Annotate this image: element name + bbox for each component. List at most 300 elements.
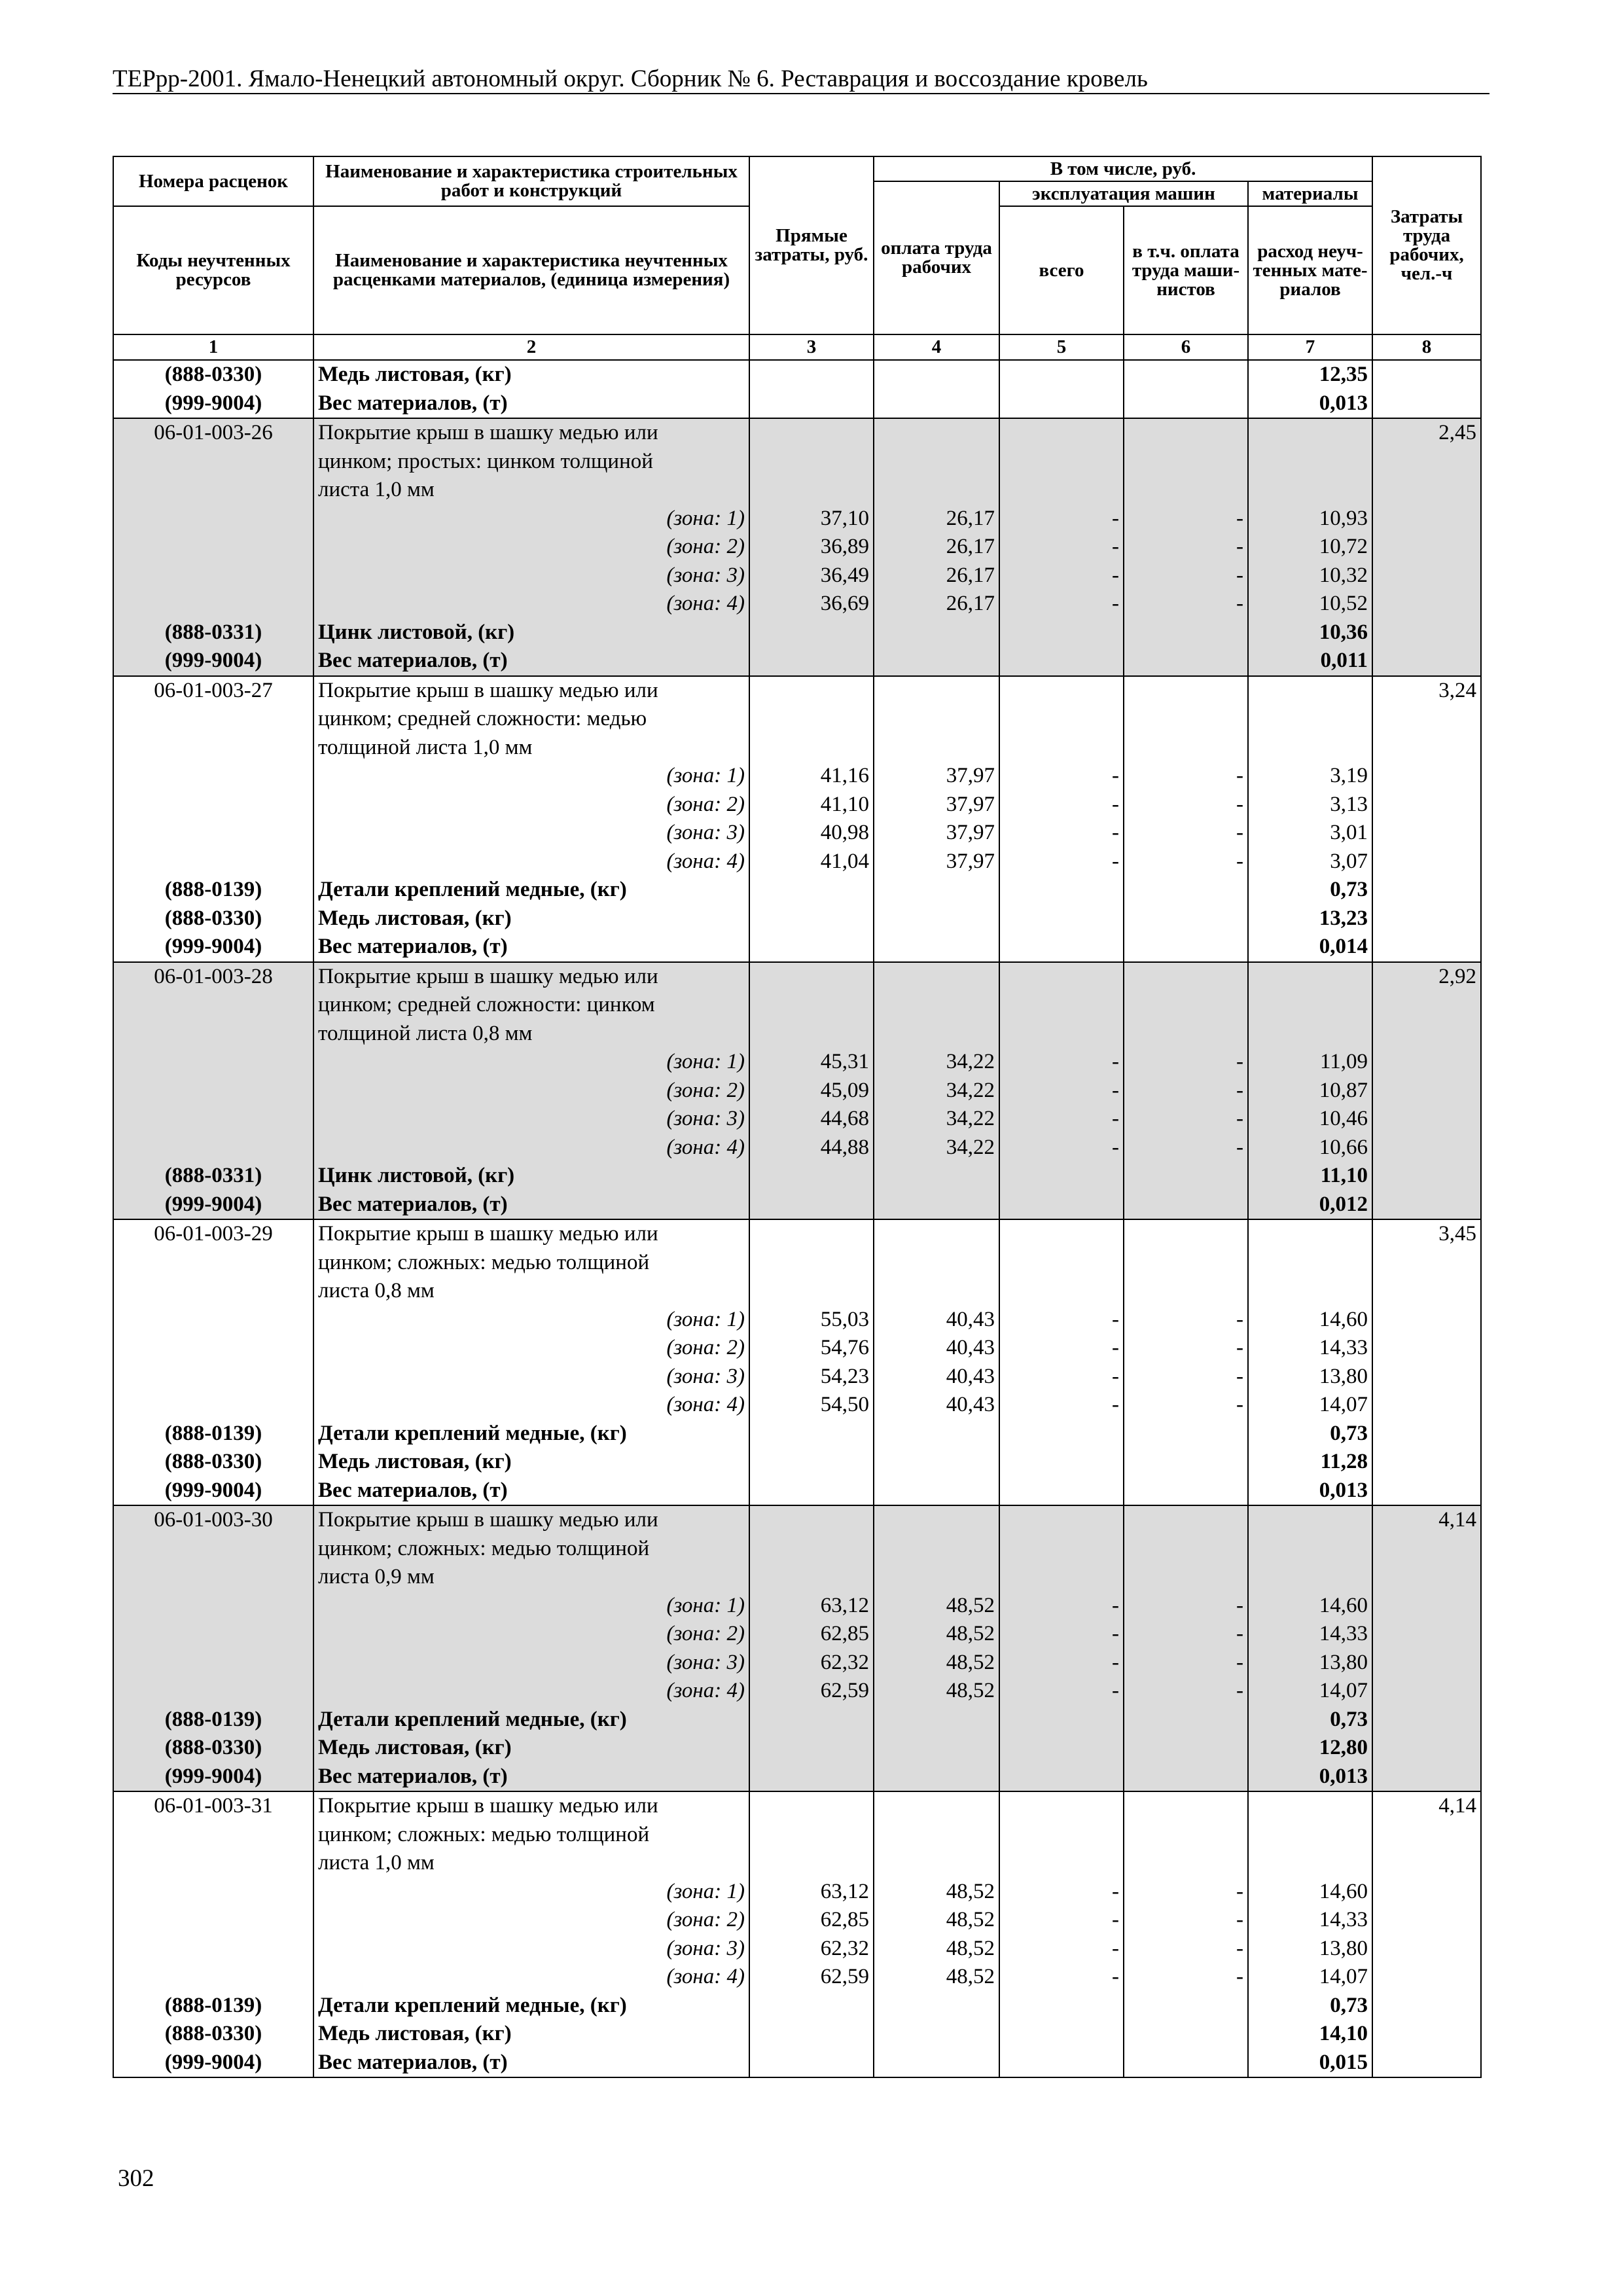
labor-hours bbox=[1372, 1620, 1481, 1649]
machines-total bbox=[999, 991, 1124, 1020]
rate-code: 06-01-003-30 bbox=[113, 1505, 313, 1535]
machines-total bbox=[999, 476, 1124, 505]
rate-code bbox=[113, 1077, 313, 1105]
machines-total bbox=[999, 1448, 1124, 1477]
labor-pay bbox=[874, 1219, 999, 1249]
machinist-pay bbox=[1124, 1191, 1248, 1220]
material-name: Медь листовая, (кг) bbox=[313, 2020, 749, 2049]
material-name: Медь листовая, (кг) bbox=[313, 905, 749, 933]
table-row bbox=[113, 1535, 1481, 1564]
material-quantity bbox=[1248, 1849, 1372, 1878]
labor-hours bbox=[1372, 1334, 1481, 1363]
material-quantity bbox=[1248, 418, 1372, 448]
labor-pay bbox=[874, 1448, 999, 1477]
table-row bbox=[113, 1849, 1481, 1878]
table-row bbox=[113, 1249, 1481, 1278]
material-quantity bbox=[1248, 1219, 1372, 1249]
direct-cost: 45,31 bbox=[749, 1048, 874, 1077]
labor-pay bbox=[874, 1505, 999, 1535]
direct-cost bbox=[749, 933, 874, 962]
rate-code bbox=[113, 791, 313, 819]
labor-hours bbox=[1372, 389, 1481, 419]
table-row bbox=[113, 1105, 1481, 1134]
machinist-pay bbox=[1124, 1162, 1248, 1191]
machinist-pay bbox=[1124, 418, 1248, 448]
labor-hours: 2,45 bbox=[1372, 418, 1481, 448]
machines-total: - bbox=[999, 1048, 1124, 1077]
rate-code bbox=[113, 1020, 313, 1049]
direct-cost bbox=[749, 734, 874, 762]
machines-total: - bbox=[999, 1391, 1124, 1420]
machinist-pay: - bbox=[1124, 848, 1248, 876]
machines-total bbox=[999, 1420, 1124, 1448]
table-row bbox=[113, 476, 1481, 505]
labor-hours bbox=[1372, 1249, 1481, 1278]
labor-pay: 48,52 bbox=[874, 1906, 999, 1935]
labor-hours bbox=[1372, 1448, 1481, 1477]
labor-pay: 34,22 bbox=[874, 1134, 999, 1162]
rate-code bbox=[113, 1677, 313, 1706]
table-row bbox=[113, 389, 1481, 419]
labor-pay bbox=[874, 647, 999, 676]
machines-group-header: эксплуатация машин bbox=[999, 181, 1248, 206]
labor-pay bbox=[874, 1791, 999, 1821]
table-row bbox=[113, 2049, 1481, 2078]
zone-label: (зона: 1) bbox=[313, 505, 749, 533]
table-row bbox=[113, 1334, 1481, 1363]
machines-total bbox=[999, 1277, 1124, 1306]
machines-total: - bbox=[999, 1649, 1124, 1677]
zone-label: (зона: 3) bbox=[313, 562, 749, 590]
col3-header: Прямые затраты, руб. bbox=[749, 156, 874, 334]
direct-cost: 62,59 bbox=[749, 1677, 874, 1706]
material-quantity bbox=[1248, 991, 1372, 1020]
direct-cost: 37,10 bbox=[749, 505, 874, 533]
labor-hours bbox=[1372, 2049, 1481, 2078]
direct-cost bbox=[749, 1249, 874, 1278]
machinist-pay: - bbox=[1124, 1963, 1248, 1992]
table-row bbox=[113, 1448, 1481, 1477]
machines-total: - bbox=[999, 1363, 1124, 1391]
machines-total: - bbox=[999, 562, 1124, 590]
material-quantity: 3,07 bbox=[1248, 848, 1372, 876]
material-quantity: 14,33 bbox=[1248, 1906, 1372, 1935]
resource-code: (888-0330) bbox=[113, 1448, 313, 1477]
labor-hours bbox=[1372, 360, 1481, 389]
material-quantity: 11,28 bbox=[1248, 1448, 1372, 1477]
material-quantity bbox=[1248, 734, 1372, 762]
direct-cost: 41,04 bbox=[749, 848, 874, 876]
material-quantity: 0,73 bbox=[1248, 1992, 1372, 2020]
resource-code: (888-0330) bbox=[113, 905, 313, 933]
resource-code: (999-9004) bbox=[113, 1191, 313, 1220]
material-quantity: 13,80 bbox=[1248, 1363, 1372, 1391]
machinist-pay: - bbox=[1124, 1592, 1248, 1621]
machines-total bbox=[999, 1734, 1124, 1763]
direct-cost: 36,89 bbox=[749, 533, 874, 562]
labor-pay bbox=[874, 1763, 999, 1792]
col6-header: в т.ч. оплата труда маши-нистов bbox=[1124, 206, 1248, 334]
work-description: Покрытие крыш в шашку медью или bbox=[313, 418, 749, 448]
machinist-pay: - bbox=[1124, 1334, 1248, 1363]
labor-hours bbox=[1372, 647, 1481, 676]
zone-label: (зона: 1) bbox=[313, 1592, 749, 1621]
machines-total bbox=[999, 418, 1124, 448]
machinist-pay bbox=[1124, 1821, 1248, 1850]
machinist-pay bbox=[1124, 389, 1248, 419]
resource-code: (888-0330) bbox=[113, 360, 313, 389]
material-quantity: 0,013 bbox=[1248, 1763, 1372, 1792]
labor-pay bbox=[874, 1020, 999, 1049]
material-quantity: 0,012 bbox=[1248, 1191, 1372, 1220]
labor-hours bbox=[1372, 476, 1481, 505]
rate-code: 06-01-003-28 bbox=[113, 962, 313, 992]
machines-total: - bbox=[999, 819, 1124, 848]
table-row bbox=[113, 876, 1481, 905]
direct-cost: 55,03 bbox=[749, 1306, 874, 1335]
zone-label: (зона: 4) bbox=[313, 848, 749, 876]
rate-code bbox=[113, 476, 313, 505]
direct-cost bbox=[749, 360, 874, 389]
machinist-pay: - bbox=[1124, 819, 1248, 848]
machinist-pay bbox=[1124, 1477, 1248, 1506]
col2-bottom-header: Наименование и характеристика неучтенных расценками материалов, (единица измерения) bbox=[313, 206, 749, 334]
rate-code bbox=[113, 1048, 313, 1077]
machinist-pay: - bbox=[1124, 590, 1248, 619]
labor-hours bbox=[1372, 1592, 1481, 1621]
table-row bbox=[113, 1077, 1481, 1105]
work-description: цинком; сложных: медью толщиной bbox=[313, 1535, 749, 1564]
resource-code: (888-0139) bbox=[113, 1706, 313, 1734]
material-quantity bbox=[1248, 476, 1372, 505]
machinist-pay: - bbox=[1124, 1935, 1248, 1964]
work-description: цинком; простых: цинком толщиной bbox=[313, 448, 749, 476]
machines-total bbox=[999, 1191, 1124, 1220]
material-quantity: 13,80 bbox=[1248, 1649, 1372, 1677]
work-description: листа 1,0 мм bbox=[313, 1849, 749, 1878]
direct-cost bbox=[749, 1992, 874, 2020]
direct-cost bbox=[749, 1535, 874, 1564]
machinist-pay bbox=[1124, 1849, 1248, 1878]
labor-hours bbox=[1372, 1077, 1481, 1105]
machinist-pay bbox=[1124, 619, 1248, 647]
machinist-pay: - bbox=[1124, 1677, 1248, 1706]
direct-cost bbox=[749, 1191, 874, 1220]
labor-pay: 37,97 bbox=[874, 848, 999, 876]
material-name: Цинк листовой, (кг) bbox=[313, 619, 749, 647]
material-name: Вес материалов, (т) bbox=[313, 1191, 749, 1220]
direct-cost bbox=[749, 448, 874, 476]
labor-hours bbox=[1372, 1277, 1481, 1306]
machines-total bbox=[999, 1563, 1124, 1592]
labor-pay: 48,52 bbox=[874, 1620, 999, 1649]
resource-code: (888-0331) bbox=[113, 1162, 313, 1191]
machines-total bbox=[999, 1477, 1124, 1506]
labor-hours bbox=[1372, 848, 1481, 876]
labor-hours bbox=[1372, 905, 1481, 933]
table-row bbox=[113, 533, 1481, 562]
labor-hours bbox=[1372, 1105, 1481, 1134]
machinist-pay bbox=[1124, 476, 1248, 505]
direct-cost bbox=[749, 1277, 874, 1306]
table-row bbox=[113, 1363, 1481, 1391]
labor-pay bbox=[874, 705, 999, 734]
resource-code: (999-9004) bbox=[113, 933, 313, 962]
zone-label: (зона: 1) bbox=[313, 1878, 749, 1907]
machinist-pay bbox=[1124, 647, 1248, 676]
labor-hours bbox=[1372, 1563, 1481, 1592]
machinist-pay bbox=[1124, 448, 1248, 476]
direct-cost bbox=[749, 389, 874, 419]
labor-hours bbox=[1372, 1821, 1481, 1850]
direct-cost bbox=[749, 1448, 874, 1477]
material-name: Медь листовая, (кг) bbox=[313, 1448, 749, 1477]
direct-cost bbox=[749, 1849, 874, 1878]
machines-total: - bbox=[999, 1878, 1124, 1907]
zone-label: (зона: 2) bbox=[313, 533, 749, 562]
table-row bbox=[113, 734, 1481, 762]
machinist-pay bbox=[1124, 1763, 1248, 1792]
material-quantity bbox=[1248, 705, 1372, 734]
table-row bbox=[113, 360, 1481, 389]
labor-hours bbox=[1372, 1306, 1481, 1335]
direct-cost: 41,16 bbox=[749, 762, 874, 791]
table-row bbox=[113, 1821, 1481, 1850]
col1-top-header: Номера расценок bbox=[113, 156, 313, 206]
material-quantity bbox=[1248, 962, 1372, 992]
machinist-pay: - bbox=[1124, 1363, 1248, 1391]
direct-cost bbox=[749, 2020, 874, 2049]
machines-total bbox=[999, 2049, 1124, 2078]
rate-code bbox=[113, 991, 313, 1020]
labor-pay bbox=[874, 619, 999, 647]
material-name: Вес материалов, (т) bbox=[313, 1763, 749, 1792]
table-row bbox=[113, 590, 1481, 619]
table-row bbox=[113, 1191, 1481, 1220]
machines-total: - bbox=[999, 505, 1124, 533]
rate-code bbox=[113, 819, 313, 848]
labor-hours bbox=[1372, 1963, 1481, 1992]
labor-pay bbox=[874, 1191, 999, 1220]
material-quantity bbox=[1248, 1535, 1372, 1564]
material-quantity: 10,72 bbox=[1248, 533, 1372, 562]
labor-pay bbox=[874, 2020, 999, 2049]
material-quantity: 11,10 bbox=[1248, 1162, 1372, 1191]
rate-code bbox=[113, 1363, 313, 1391]
material-quantity bbox=[1248, 1020, 1372, 1049]
labor-hours: 3,45 bbox=[1372, 1219, 1481, 1249]
labor-pay bbox=[874, 476, 999, 505]
machines-total: - bbox=[999, 762, 1124, 791]
work-description: Покрытие крыш в шашку медью или bbox=[313, 1791, 749, 1821]
machines-total bbox=[999, 360, 1124, 389]
labor-hours bbox=[1372, 1992, 1481, 2020]
material-quantity: 14,07 bbox=[1248, 1677, 1372, 1706]
material-quantity: 0,011 bbox=[1248, 647, 1372, 676]
rate-code bbox=[113, 533, 313, 562]
labor-hours: 3,24 bbox=[1372, 676, 1481, 706]
machinist-pay bbox=[1124, 1706, 1248, 1734]
material-quantity: 0,73 bbox=[1248, 1706, 1372, 1734]
machinist-pay bbox=[1124, 1734, 1248, 1763]
machines-total bbox=[999, 619, 1124, 647]
resource-code: (999-9004) bbox=[113, 1763, 313, 1792]
resource-code: (888-0331) bbox=[113, 619, 313, 647]
table-row bbox=[113, 2020, 1481, 2049]
labor-pay bbox=[874, 676, 999, 706]
table-row bbox=[113, 1306, 1481, 1335]
direct-cost: 44,88 bbox=[749, 1134, 874, 1162]
table-row bbox=[113, 848, 1481, 876]
work-description: толщиной листа 0,8 мм bbox=[313, 1020, 749, 1049]
machines-total bbox=[999, 448, 1124, 476]
direct-cost bbox=[749, 1734, 874, 1763]
rate-code bbox=[113, 1849, 313, 1878]
material-quantity bbox=[1248, 1277, 1372, 1306]
zone-label: (зона: 4) bbox=[313, 1391, 749, 1420]
machinist-pay bbox=[1124, 991, 1248, 1020]
col4-header: оплата труда рабочих bbox=[874, 181, 999, 334]
labor-hours bbox=[1372, 1935, 1481, 1964]
rate-code bbox=[113, 562, 313, 590]
machines-total: - bbox=[999, 791, 1124, 819]
col5-header: всего bbox=[999, 206, 1124, 334]
table-row bbox=[113, 1763, 1481, 1792]
labor-hours: 2,92 bbox=[1372, 962, 1481, 992]
material-quantity: 14,60 bbox=[1248, 1306, 1372, 1335]
direct-cost: 62,85 bbox=[749, 1906, 874, 1935]
rate-code bbox=[113, 1649, 313, 1677]
direct-cost bbox=[749, 1791, 874, 1821]
rate-code: 06-01-003-29 bbox=[113, 1219, 313, 1249]
machinist-pay bbox=[1124, 933, 1248, 962]
table-row bbox=[113, 1677, 1481, 1706]
labor-pay bbox=[874, 1477, 999, 1506]
zone-label: (зона: 4) bbox=[313, 1134, 749, 1162]
machines-total bbox=[999, 647, 1124, 676]
labor-hours bbox=[1372, 1420, 1481, 1448]
machines-total: - bbox=[999, 1334, 1124, 1363]
rate-code: 06-01-003-26 bbox=[113, 418, 313, 448]
labor-pay bbox=[874, 389, 999, 419]
table-row bbox=[113, 705, 1481, 734]
table-row bbox=[113, 1020, 1481, 1049]
rate-code bbox=[113, 1935, 313, 1964]
labor-hours bbox=[1372, 1020, 1481, 1049]
material-name: Медь листовая, (кг) bbox=[313, 360, 749, 389]
machines-total bbox=[999, 676, 1124, 706]
material-quantity: 13,80 bbox=[1248, 1935, 1372, 1964]
labor-hours bbox=[1372, 876, 1481, 905]
rate-code bbox=[113, 448, 313, 476]
labor-pay: 48,52 bbox=[874, 1935, 999, 1964]
direct-cost: 41,10 bbox=[749, 791, 874, 819]
labor-hours bbox=[1372, 1191, 1481, 1220]
labor-hours bbox=[1372, 933, 1481, 962]
material-quantity: 11,09 bbox=[1248, 1048, 1372, 1077]
rate-code bbox=[113, 1620, 313, 1649]
labor-pay: 48,52 bbox=[874, 1649, 999, 1677]
material-quantity: 14,10 bbox=[1248, 2020, 1372, 2049]
rate-code bbox=[113, 1906, 313, 1935]
work-description: листа 0,8 мм bbox=[313, 1277, 749, 1306]
machinist-pay bbox=[1124, 905, 1248, 933]
labor-pay: 26,17 bbox=[874, 533, 999, 562]
rate-code bbox=[113, 1563, 313, 1592]
material-name: Вес материалов, (т) bbox=[313, 2049, 749, 2078]
material-quantity bbox=[1248, 1249, 1372, 1278]
machines-total bbox=[999, 1706, 1124, 1734]
material-quantity: 0,73 bbox=[1248, 1420, 1372, 1448]
table-row bbox=[113, 1592, 1481, 1621]
table-row bbox=[113, 418, 1481, 448]
labor-pay: 37,97 bbox=[874, 791, 999, 819]
material-quantity bbox=[1248, 1821, 1372, 1850]
table-row bbox=[113, 1563, 1481, 1592]
work-description: Покрытие крыш в шашку медью или bbox=[313, 1505, 749, 1535]
resource-code: (888-0330) bbox=[113, 2020, 313, 2049]
material-quantity: 14,33 bbox=[1248, 1620, 1372, 1649]
machinist-pay: - bbox=[1124, 1649, 1248, 1677]
col-number: 8 bbox=[1372, 334, 1481, 360]
material-name: Детали креплений медные, (кг) bbox=[313, 1420, 749, 1448]
zone-label: (зона: 2) bbox=[313, 1334, 749, 1363]
machinist-pay: - bbox=[1124, 762, 1248, 791]
machines-total bbox=[999, 1020, 1124, 1049]
zone-label: (зона: 1) bbox=[313, 1048, 749, 1077]
direct-cost bbox=[749, 619, 874, 647]
material-name: Вес материалов, (т) bbox=[313, 933, 749, 962]
labor-hours: 4,14 bbox=[1372, 1791, 1481, 1821]
direct-cost bbox=[749, 676, 874, 706]
direct-cost bbox=[749, 476, 874, 505]
machinist-pay bbox=[1124, 1420, 1248, 1448]
labor-pay bbox=[874, 1420, 999, 1448]
resource-code: (888-0139) bbox=[113, 876, 313, 905]
labor-hours bbox=[1372, 562, 1481, 590]
direct-cost bbox=[749, 1763, 874, 1792]
table-row bbox=[113, 448, 1481, 476]
machines-total: - bbox=[999, 1105, 1124, 1134]
table-row bbox=[113, 1048, 1481, 1077]
table-row bbox=[113, 762, 1481, 791]
material-name: Детали креплений медные, (кг) bbox=[313, 1706, 749, 1734]
machinist-pay bbox=[1124, 676, 1248, 706]
machines-total bbox=[999, 389, 1124, 419]
direct-cost bbox=[749, 991, 874, 1020]
incl-group-header: В том числе, руб. bbox=[874, 156, 1372, 181]
labor-pay bbox=[874, 1535, 999, 1564]
work-description: Покрытие крыш в шашку медью или bbox=[313, 676, 749, 706]
machines-total: - bbox=[999, 1963, 1124, 1992]
work-description: Покрытие крыш в шашку медью или bbox=[313, 962, 749, 992]
page-number: 302 bbox=[118, 2165, 154, 2192]
machinist-pay bbox=[1124, 1219, 1248, 1249]
material-name: Вес материалов, (т) bbox=[313, 647, 749, 676]
material-quantity: 0,014 bbox=[1248, 933, 1372, 962]
rate-code bbox=[113, 1277, 313, 1306]
labor-hours bbox=[1372, 1649, 1481, 1677]
material-name: Вес материалов, (т) bbox=[313, 389, 749, 419]
direct-cost: 62,85 bbox=[749, 1620, 874, 1649]
labor-hours bbox=[1372, 1677, 1481, 1706]
rate-code bbox=[113, 1821, 313, 1850]
machines-total bbox=[999, 905, 1124, 933]
table-header bbox=[113, 156, 1481, 360]
direct-cost: 62,32 bbox=[749, 1649, 874, 1677]
labor-hours bbox=[1372, 762, 1481, 791]
zone-label: (зона: 2) bbox=[313, 1906, 749, 1935]
